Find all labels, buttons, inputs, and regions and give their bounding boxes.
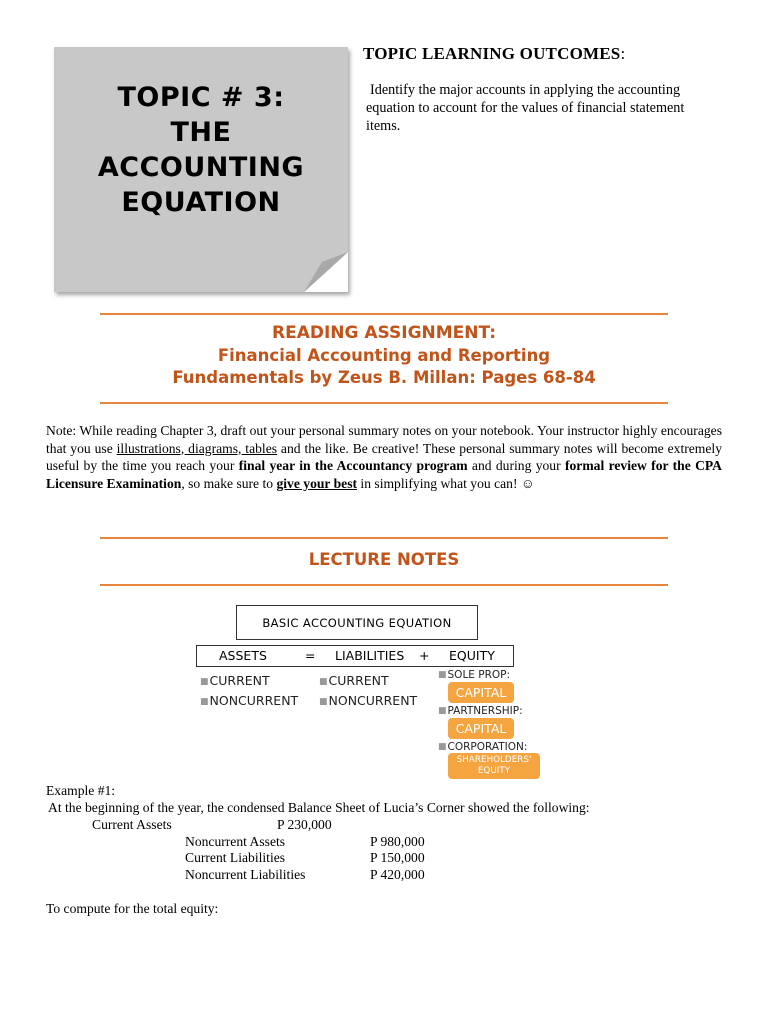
example-intro: At the beginning of the year, the condensed Balance Sheet of Lucia’s Corner showed the following: [48, 800, 590, 815]
divider [100, 584, 668, 586]
capital-badge: CAPITAL [448, 682, 514, 703]
outcomes-heading [363, 44, 625, 64]
corporation-item [438, 741, 527, 753]
note-bold: final year in the Accountancy program [238, 458, 468, 474]
outcomes-heading-text: TOPIC LEARNING OUTCOMES [363, 44, 621, 63]
bullet-icon: ■ [438, 742, 447, 752]
reading-book-line-2: Fundamentals by Zeus B. Millan: Pages 68-84 [172, 368, 596, 387]
example-label: Example #1: [46, 783, 116, 798]
equity-label: EQUITY [449, 648, 495, 663]
liabilities-label: LIABILITIES [335, 648, 405, 663]
corporation-label: CORPORATION: [447, 741, 528, 753]
partnership-label: PARTNERSHIP: [447, 705, 523, 717]
assets-item-label: CURRENT [209, 673, 270, 688]
row-value: P 150,000 [370, 850, 425, 865]
note-text: in simplifying what you can! ☺ [357, 475, 535, 491]
bullet-icon: ■ [319, 677, 328, 687]
equals-sign: = [305, 648, 316, 663]
liabilities-item-label: CURRENT [328, 673, 389, 688]
lecture-heading: LECTURE NOTES [308, 550, 460, 569]
equation-title: BASIC ACCOUNTING EQUATION [262, 615, 452, 630]
topic-title-line: TOPIC # 3: [117, 82, 285, 113]
page-curl-icon [300, 248, 352, 296]
liabilities-item [319, 673, 389, 688]
divider [100, 402, 668, 404]
assets-item [200, 673, 270, 688]
equation-box [196, 645, 514, 667]
topic-title-line: ACCOUNTING [97, 152, 305, 183]
reading-heading: READING ASSIGNMENT: [271, 323, 496, 343]
assets-label: ASSETS [219, 648, 267, 663]
outcomes-body: Identify the major accounts in applying the accounting equation to account for the values of financial statement items. [366, 82, 685, 135]
topic-title-line: EQUATION [121, 187, 281, 218]
bullet-icon: ■ [438, 706, 447, 716]
she-line: SHAREHOLDERS' [456, 755, 532, 765]
divider [100, 537, 668, 539]
liabilities-item-label: NONCURRENT [328, 693, 418, 708]
note-bold-underlined: give your best [276, 475, 358, 491]
outcomes-heading-colon: : [620, 44, 626, 63]
she-line: EQUITY [477, 766, 511, 776]
note-text: Note: While reading Chapter 3, draft out your personal summary notes on your notebook. Your instructor highly encourages that you use [46, 423, 722, 456]
row-label: Noncurrent Liabilities [185, 867, 306, 882]
note-bold: formal review for the CPA Licensure Examination [46, 458, 723, 491]
reading-note [46, 422, 722, 492]
row-value: P 230,000 [277, 817, 332, 832]
compute-prompt: To compute for the total equity: [46, 901, 219, 916]
divider [100, 313, 668, 315]
partnership-item [438, 705, 523, 717]
bullet-icon: ■ [438, 670, 447, 680]
row-value: P 420,000 [370, 867, 425, 882]
topic-title-line: THE [170, 117, 232, 148]
bullet-icon: ■ [319, 697, 328, 707]
assets-item [200, 693, 298, 708]
liabilities-item [319, 693, 417, 708]
equation-title-box [236, 605, 478, 640]
row-value: P 980,000 [370, 834, 425, 849]
note-underlined: illustrations, diagrams, tables [116, 440, 278, 456]
plus-sign: + [419, 648, 430, 663]
bullet-icon: ■ [200, 677, 209, 687]
note-text: , so make sure to [181, 475, 277, 491]
note-text: and the like. Be creative! These personal summary notes will become extremely useful by the time you reach your [46, 440, 722, 474]
row-label: Current Assets [92, 817, 172, 832]
row-label: Noncurrent Assets [185, 834, 286, 849]
topic-title [54, 80, 348, 220]
row-label: Current Liabilities [185, 850, 286, 865]
sole-prop-item [438, 669, 510, 681]
shareholders-equity-badge [448, 753, 540, 779]
bullet-icon: ■ [200, 697, 209, 707]
assets-item-label: NONCURRENT [209, 693, 299, 708]
reading-book-line-1: Financial Accounting and Reporting [217, 346, 551, 365]
sole-prop-label: SOLE PROP: [447, 669, 511, 681]
note-text: and during your [467, 458, 565, 474]
capital-badge: CAPITAL [448, 718, 514, 739]
